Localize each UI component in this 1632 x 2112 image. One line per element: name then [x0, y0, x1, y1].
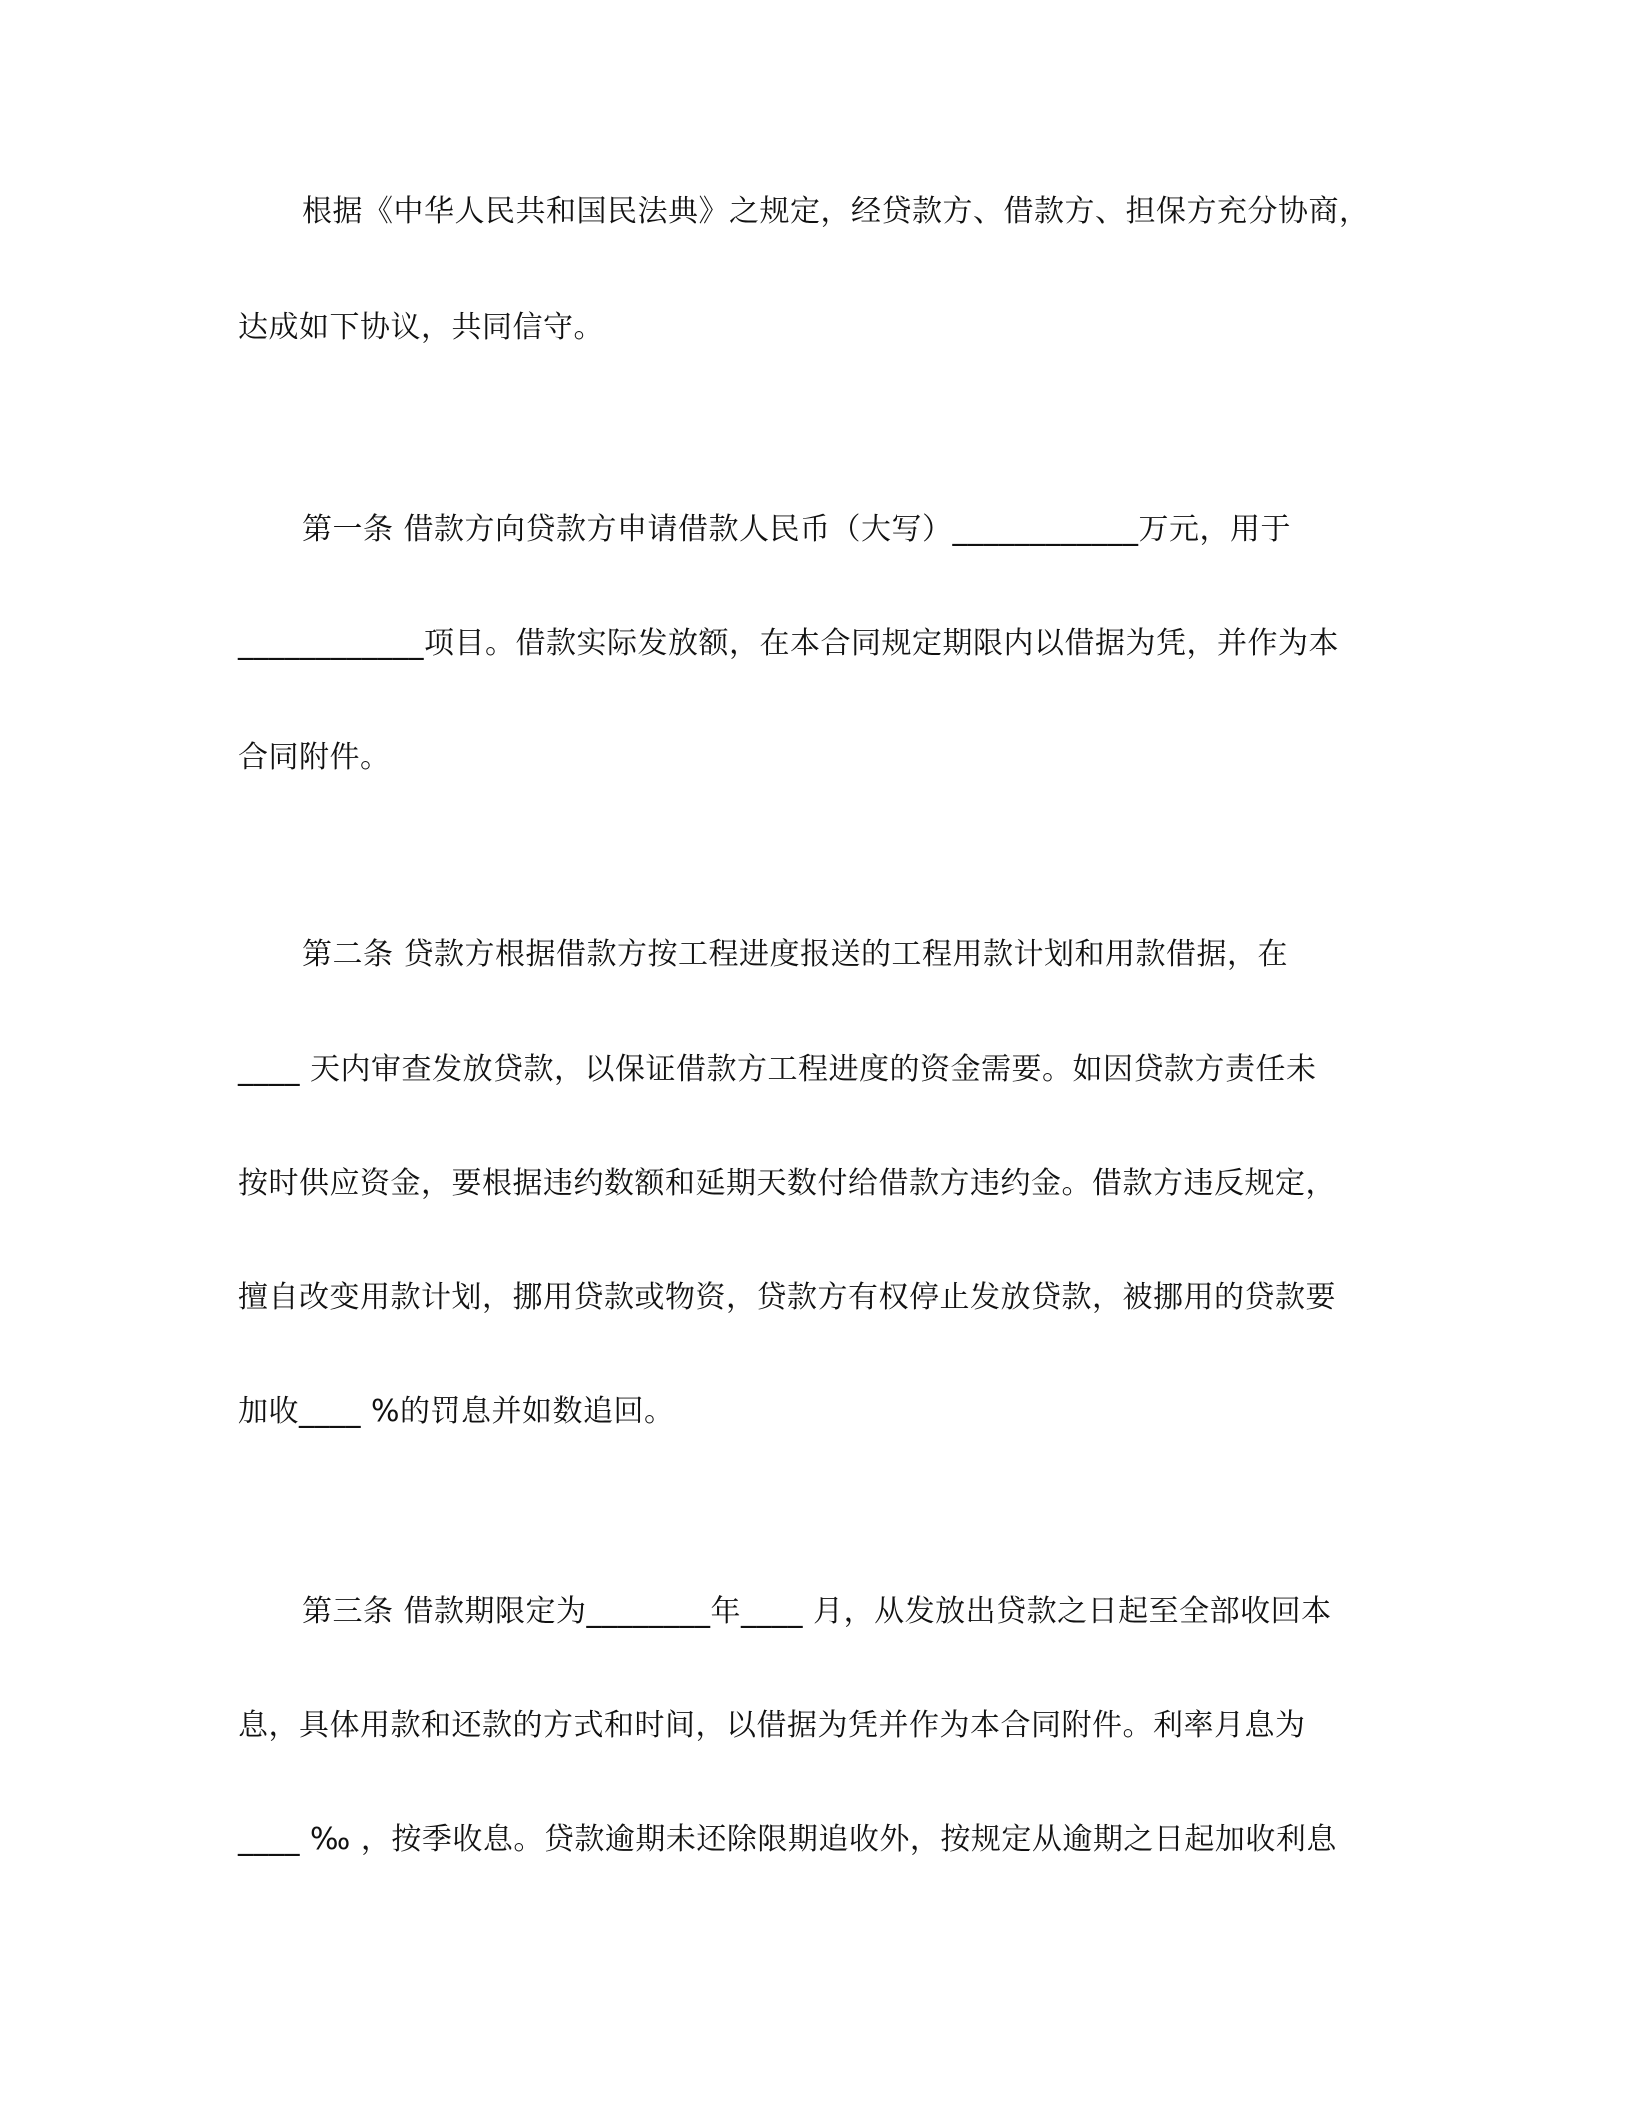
- article3-line-2: 息，具体用款和还款的方式和时间，以借据为凭并作为本合同附件。利率月息为: [238, 1708, 1306, 1743]
- article1-line-3: 合同附件。: [238, 740, 391, 775]
- article2-line-1: 第二条 贷款方根据借款方按工程进度报送的工程用款计划和用款借据，在: [302, 937, 1289, 972]
- article2-line-3: 按时供应资金，要根据违约数额和延期天数付给借款方违约金。借款方违反规定，: [238, 1166, 1336, 1201]
- article2-line-5: 加收____ %的罚息并如数追回。: [238, 1394, 675, 1429]
- article3-line-3: ____ ‰ ，按季收息。贷款逾期未还除限期追收外，按规定从逾期之日起加收利息: [238, 1822, 1337, 1857]
- article2-line-2: ____ 天内审查发放贷款，以保证借款方工程进度的资金需要。如因贷款方责任未: [238, 1052, 1317, 1087]
- article3-line-1: 第三条 借款期限定为________年____ 月，从发放出贷款之日起至全部收回本: [302, 1594, 1332, 1629]
- preamble-line-2: 达成如下协议，共同信守。: [238, 310, 604, 345]
- article2-line-4: 擅自改变用款计划，挪用贷款或物资，贷款方有权停止发放贷款，被挪用的贷款要: [238, 1280, 1336, 1315]
- article1-line-2: ____________项目。借款实际发放额，在本合同规定期限内以借据为凭，并作为本: [238, 626, 1339, 661]
- article1-line-1: 第一条 借款方向贷款方申请借款人民币（大写）____________万元，用于: [302, 512, 1292, 547]
- preamble-line-1: 根据《中华人民共和国民法典》之规定，经贷款方、借款方、担保方充分协商，: [302, 194, 1370, 229]
